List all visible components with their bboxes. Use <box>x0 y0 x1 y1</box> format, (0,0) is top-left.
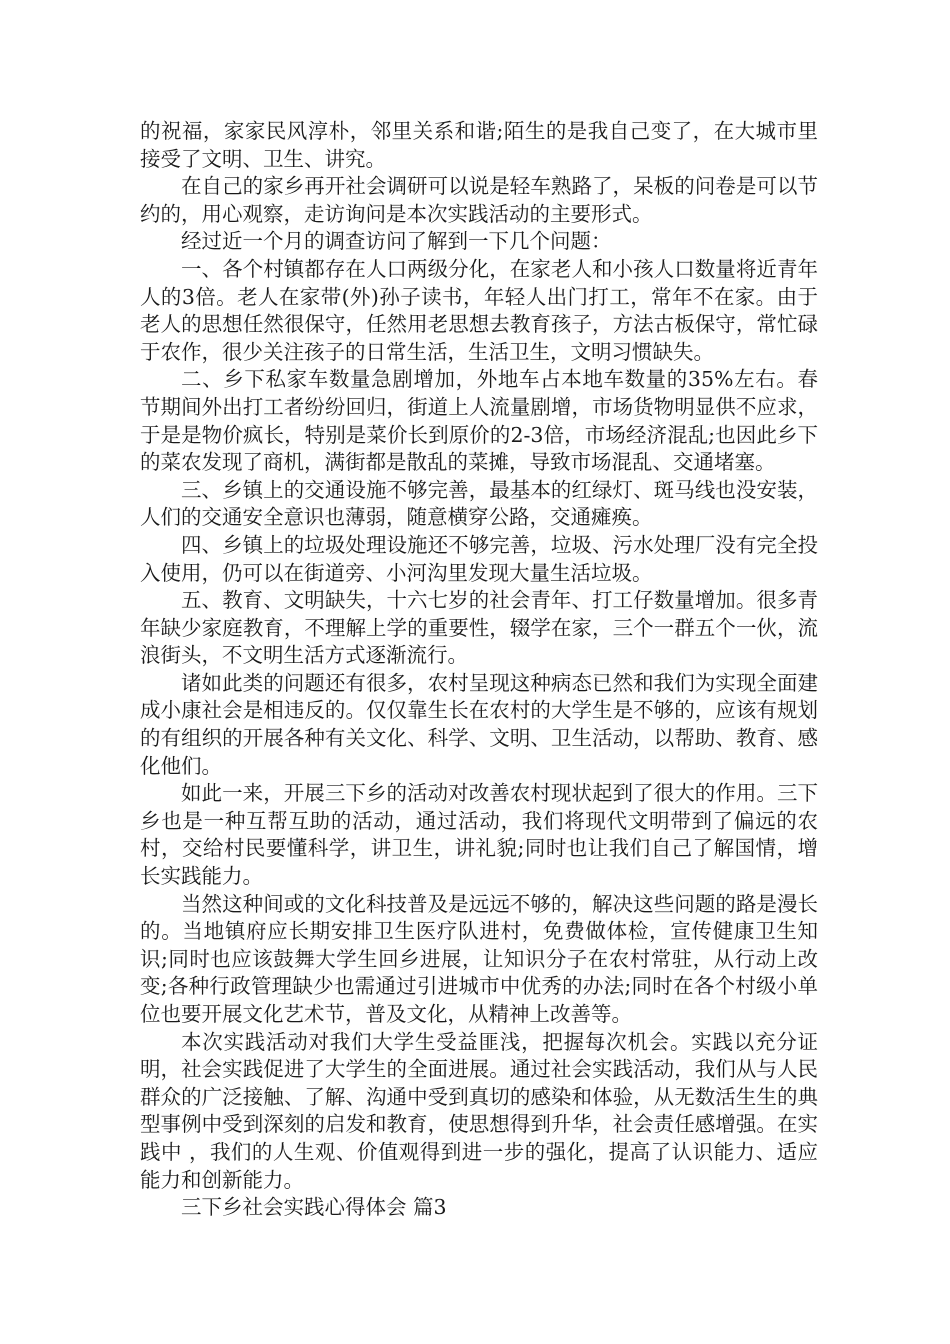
document-page <box>140 118 818 1222</box>
paragraph: 经过近一个月的调查访问了解到一下几个问题： <box>181 229 612 254</box>
paragraph: 四、乡镇上的垃圾处理设施还不够完善，垃圾、污水处理厂没有完全投入使用，仍可以在街道旁、小河沟里发现大量生活垃圾。 <box>140 532 818 585</box>
paragraph: 一、各个村镇都存在人口两级分化，在家老人和小孩人口数量将近青年人的3倍。老人在家带(外)孙子读书，年轻人出门打工，常年不在家。由于老人的思想任然很保守，任然用老思想去教育孩子，方法古板保守，常忙碌于农作，很少关注孩子的日常生活，生活卫生，文明习惯缺失。 <box>140 256 818 364</box>
paragraph: 在自己的家乡再开社会调研可以说是轻车熟路了，呆板的问卷是可以节约的，用心观察，走访询问是本次实践活动的主要形式。 <box>140 174 818 226</box>
paragraph: 本次实践活动对我们大学生受益匪浅，把握每次机会。实践以充分证明，社会实践促进了大学生的全面进展。通过社会实践活动，我们从与人民群众的广泛接触、了解、沟通中受到真切的感染和体验，从无数活生生的典型事例中受到深刻的启发和教育，使思想得到升华，社会责任感增强。在实践中 ，我们的人生观、价值观得到进一步的强化，提高了认识能力、适应能力和创新能力。 <box>140 1029 818 1192</box>
paragraph: 诸如此类的问题还有很多，农村呈现这种病态已然和我们为实现全面建成小康社会是相违反的。仅仅靠生长在农村的大学生是不够的，应该有规划的有组织的开展各种有关文化、科学、文明、卫生活动，以帮助、教育、感化他们。 <box>140 670 818 778</box>
paragraph: 如此一来，开展三下乡的活动对改善农村现状起到了很大的作用。三下乡也是一种互帮互助的活动，通过活动，我们将现代文明带到了偏远的农村，交给村民要懂科学，讲卫生，讲礼貌;同时也让我们自己了解国情，增长实践能力。 <box>140 781 818 889</box>
paragraph: 的祝福，家家民风淳朴，邻里关系和谐;陌生的是我自己变了，在大城市里接受了文明、卫生、讲究。 <box>140 119 818 171</box>
paragraph: 当然这种间或的文化科技普及是远远不够的，解决这些问题的路是漫长的。当地镇府应长期安排卫生医疗队进村，免费做体检，宣传健康卫生知识;同时也应该鼓舞大学生回乡进展，让知识分子在农村常驻，从行动上改变;各种行政管理缺少也需通过引进城市中优秀的办法;同时在各个村级小单位也要开展文化艺术节，普及文化，从精神上改善等。 <box>140 891 818 1026</box>
paragraph: 三、乡镇上的交通设施不够完善，最基本的红绿灯、斑马线也没安装，人们的交通安全意识也薄弱，随意横穿公路，交通瘫痪。 <box>140 477 818 530</box>
section-heading: 三下乡社会实践心得体会 篇3 <box>181 1195 447 1220</box>
paragraph: 二、乡下私家车数量急剧增加，外地车占本地车数量的35%左右。春节期间外出打工者纷纷回归，街道上人流量剧增，市场货物明显供不应求，于是是物价疯长，特别是菜价长到原价的2-3倍，市场经济混乱;也因此乡下的菜农发现了商机，满街都是散乱的菜摊，导致市场混乱、交通堵塞。 <box>140 367 818 475</box>
paragraph: 五、教育、文明缺失，十六七岁的社会青年、打工仔数量增加。很多青年缺少家庭教育，不理解上学的重要性，辍学在家，三个一群五个一伙，流浪街头，不文明生活方式逐渐流行。 <box>140 588 818 668</box>
